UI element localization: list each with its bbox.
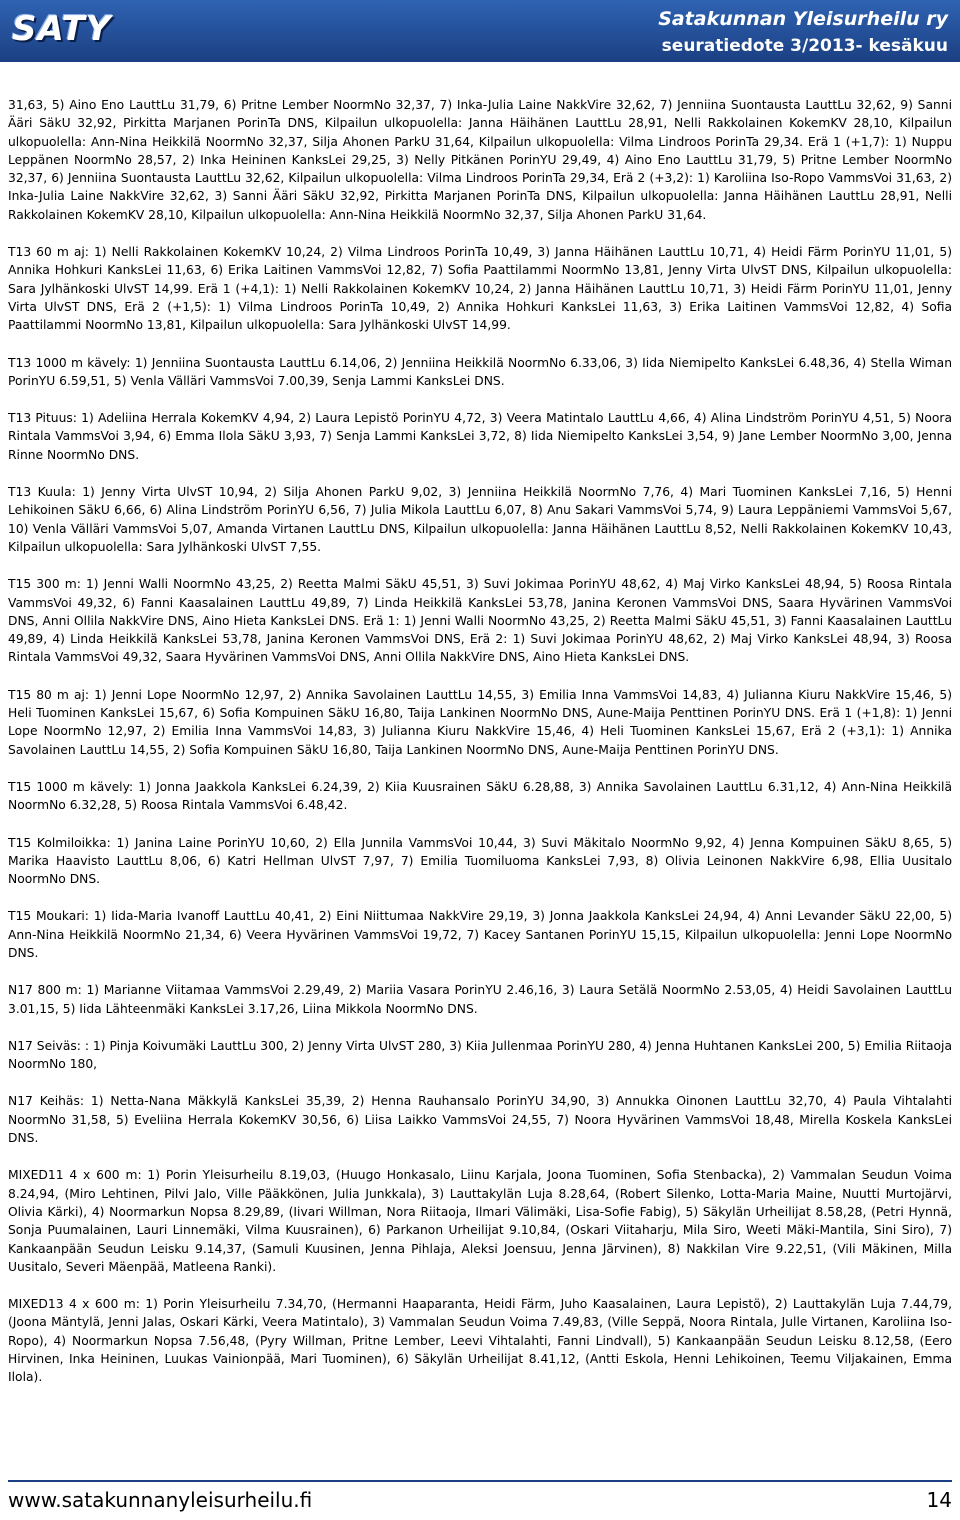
results-paragraph: T15 1000 m kävely: 1) Jonna Jaakkola KanksLei 6.24,39, 2) Kiia Kuusrainen SäkU 6.28,88, 3) Annika Savolainen LauttLu 6.31,12, 4) Ann-Nina Heikkilä NoormNo 6.32,28, 5) Roosa Rintala VammsVoi 6.48,42. [8, 779, 952, 813]
results-paragraph: MIXED11 4 x 600 m: 1) Porin Yleisurheilu 8.19,03, (Huugo Honkasalo, Liinu Karjala, Joona Tuominen, Sofia Stenbacka), 2) Vammalan Seudun Voima 8.24,94, (Miro Lehtinen, Pilvi Jalo, Ville Pääkkönen, Julia Junkkala), 3) Lauttakylän Luja 8.28,64, (Robert Silenko, Lotta-Maria Maine, Nuutti Murtojärvi, Olivia Kärki), 4) Noormarkun Nopsa 8.29,89, (Iivari Willman, Nora Riitaoja, Ilmari Välimäki, Lisa-Sofie Fabig), 5) Säkylän Urheilijat 8.58,28, (Petri Hynnä, Sonja Puumalainen, Lauri Linnemäki, Vilma Kuusrainen), 6) Parkanon Urheilijat 9.10,84, (Oskari Viitaharju, Mila Siro, Weeti Mäki-Mantila, Sini Siro), 7) Kankaanpään Seudun Leisku 9.14,37, (Samuli Kuusinen, Jenna Pihlaja, Aleksi Joensuu, Jenna Järvinen), 8) Nakkilan Vire 9.22,51, (Vili Mäkinen, Milla Uusitalo, Severi Mäenpää, Matleena Ranki). [8, 1168, 952, 1274]
results-paragraph: T13 1000 m kävely: 1) Jenniina Suontausta LauttLu 6.14,06, 2) Jenniina Heikkilä NoormNo 6.33,06, 3) Iida Niemipelto KanksLei 6.48,36, 4) Stella Wiman PorinYU 6.59,51, 5) Venla Välläri VammsVoi 7.00,39, Senja Lammi KanksLei DNS. [8, 355, 952, 388]
results-paragraph: T15 Kolmiloikka: 1) Janina Laine PorinYU 10,60, 2) Ella Junnila VammsVoi 10,44, 3) Suvi Mäkitalo NoormNo 9,92, 4) Jenna Kompuinen SäkU 8,65, 5) Marika Haavisto LauttLu 8,06, 6) Katri Hellman UlvST 7,97, 7) Emilia Tuomiluoma KanksLei 7,93, 8) Olivia Leinonen NakkVire 6,98, Ellia Uusitalo NoormNo DNS. [8, 835, 952, 887]
results-paragraph: T13 60 m aj: 1) Nelli Rakkolainen KokemKV 10,24, 2) Vilma Lindroos PorinTa 10,49, 3) Janna Häihänen LauttLu 10,71, 4) Heidi Färm PorinYU 11,01, 5) Annika Hohkuri KanksLei 11,63, 6) Erika Laitinen VammsVoi 12,82, 7) Sofia Paattilammi NoormNo 13,81, Jenny Virta UlvST DNS, Kilpailun ulkopuolella: Sara Jylhänkoski UlvST 14,99. Erä 1 (+4,1): 1) Nelli Rakkolainen KokemKV 10,24, 2) Janna Häihänen LauttLu 10,71, 3) Heidi Färm PorinYU 11,01, Jenny Virta UlvST DNS, Erä 2 (+1,5): 1) Vilma Lindroos PorinTa 10,49, 2) Annika Hohkuri KanksLei 11,63, 3) Erika Laitinen VammsVoi 12,82, 4) Sofia Paattilammi NoormNo 13,81, Kilpailun ulkopuolella: Sara Jylhänkoski UlvST 14,99. [8, 245, 952, 333]
organization-name: Satakunnan Yleisurheilu ry [658, 8, 948, 30]
website-url: www.satakunnanyleisurheilu.fi [8, 1488, 313, 1512]
results-paragraph: T15 300 m: 1) Jenni Walli NoormNo 43,25, 2) Reetta Malmi SäkU 45,51, 3) Suvi Jokimaa PorinYU 48,62, 4) Maj Virko KanksLei 48,94, 5) Roosa Rintala VammsVoi 49,32, 6) Fanni Kaasalainen LauttLu 49,89, 7) Linda Heikkilä KanksLei 53,78, Janina Keronen VammsVoi DNS, Saara Hyvärinen VammsVoi DNS, Anni Ollila NakkVire DNS, Aino Hieta KanksLei DNS. Erä 1: 1) Jenni Walli NoormNo 43,25, 2) Reetta Malmi SäkU 45,51, 3) Fanni Kaasalainen LauttLu 49,89, 4) Linda Heikkilä KanksLei 53,78, Janina Keronen VammsVoi DNS, Erä 2: 1) Suvi Jokimaa PorinYU 48,62, 2) Maj Virko KanksLei 48,94, 3) Roosa Rintala VammsVoi 49,32, Saara Hyvärinen VammsVoi DNS, Anni Ollila NakkVire DNS, Aino Hieta KanksLei DNS. [8, 577, 952, 665]
results-paragraph: T15 80 m aj: 1) Jenni Lope NoormNo 12,97, 2) Annika Savolainen LauttLu 14,55, 3) Emilia Inna VammsVoi 14,83, 4) Julianna Kiuru NakkVire 15,46, 5) Heli Tuominen KanksLei 15,67, 6) Sofia Kompuinen SäkU 16,80, Taija Lankinen NoormNo DNS, Aune-Maija Penttinen PorinYU DNS. Erä 1 (+1,8): 1) Jenni Lope NoormNo 12,97, 2) Emilia Inna VammsVoi 14,83, 3) Julianna Kiuru NakkVire 15,46, 4) Heli Tuominen KanksLei 15,67, Erä 2 (+3,1): 1) Annika Savolainen LauttLu 14,55, 2) Sofia Kompuinen SäkU 16,80, Taija Lankinen NoormNo DNS, Aune-Maija Penttinen PorinYU DNS. [8, 687, 952, 757]
saty-logo: SATY [12, 9, 112, 49]
page-number: 14 [926, 1488, 952, 1512]
results-paragraph: MIXED13 4 x 600 m: 1) Porin Yleisurheilu 7.34,70, (Hermanni Haaparanta, Heidi Färm, Juho Kaasalainen, Laura Lepistö), 2) Lauttakylän Luja 7.44,79, (Joona Mäntylä, Jenni Jalas, Oskari Kärki, Veera Matintalo), 3) Vammalan Seudun Voima 7.49,83, (Ville Seppä, Noora Rintala, Julle Virtanen, Karoliina Iso-Ropo), 4) Noormarkun Nopsa 7.56,48, (Pyry Willman, Pritne Lember, Leevi Vihtalahti, Fanni Lindvall), 5) Kankaanpään Seudun Leisku 8.12,58, (Eero Hirvinen, Inka Heininen, Luukas Vainionpää, Mari Tuominen), 6) Säkylän Urheilijat 8.41,12, (Antti Eskola, Henni Lehikoinen, Teemu Viljakainen, Emma Ilola). [8, 1297, 952, 1385]
results-paragraph: 31,63, 5) Aino Eno LauttLu 31,79, 6) Pritne Lember NoormNo 32,37, 7) Inka-Julia Laine NakkVire 32,62, 7) Jenniina Suontausta LauttLu 32,62, 9) Sanni Ääri SäkU 32,92, Pirkitta Marjanen PorinTa DNS, Kilpailun ulkopuolella: Janna Häihänen LauttLu 28,91, Nelli Rakkolainen KokemKV 28,10, Kilpailun ulkopuolella: Ann-Nina Heikkilä NoormNo 32,37, Silja Ahonen ParkU 31,64, Kilpailun ulkopuolella: Vilma Lindroos PorinTa 29,34. Erä 1 (+1,7): 1) Nuppu Leppänen NoormNo 28,57, 2) Inka Heininen KanksLei 29,25, 3) Nelly Pitkänen PorinYU 29,49, 4) Aino Eno LauttLu 31,79, 5) Pritne Lember NoormNo 32,37, 6) Jenniina Suontausta LauttLu 32,62, Kilpailun ulkopuolella: Vilma Lindroos PorinTa 29,34, Erä 2 (+3,2): 1) Karoliina Iso-Ropo VammsVoi 31,63, 2) Inka-Julia Laine NakkVire 32,62, 3) Sanni Ääri SäkU 32,92, Pirkitta Marjanen PorinTa DNS, Kilpailun ulkopuolella: Janna Häihänen LauttLu 28,91, Nelli Rakkolainen KokemKV 28,10, Kilpailun ulkopuolella: Ann-Nina Heikkilä NoormNo 32,37, Silja Ahonen ParkU 31,64. [8, 98, 952, 222]
results-content [8, 96, 952, 1406]
results-paragraph: N17 800 m: 1) Marianne Viitamaa VammsVoi 2.29,49, 2) Mariia Vasara PorinYU 2.46,16, 3) Laura Setälä NoormNo 2.53,05, 4) Heidi Savolainen LauttLu 3.01,15, 5) Iida Lähteenmäki KanksLei 3.17,26, Liina Mikkola NoormNo DNS. [8, 983, 952, 1016]
results-paragraph: T15 Moukari: 1) Iida-Maria Ivanoff LauttLu 40,41, 2) Eini Niittumaa NakkVire 29,19, 3) Jonna Jaakkola KanksLei 24,94, 4) Anni Levander SäkU 22,00, 5) Ann-Nina Heikkilä NoormNo 21,34, 6) Veera Hyvärinen VammsVoi 19,72, 7) Kacey Santanen PorinYU 15,15, Kilpailun ulkopuolella: Jenni Lope NoormNo DNS. [8, 909, 952, 960]
page-footer [8, 1480, 952, 1520]
results-paragraph: N17 Seiväs: : 1) Pinja Koivumäki LauttLu 300, 2) Jenny Virta UlvST 280, 3) Kiia Jullenmaa PorinYU 280, 4) Jenna Huhtanen KanksLei 200, 5) Emilia Riitaoja NoormNo 180, [8, 1038, 952, 1072]
results-paragraph: T13 Pituus: 1) Adeliina Herrala KokemKV 4,94, 2) Laura Lepistö PorinYU 4,72, 3) Veera Matintalo LauttLu 4,66, 4) Alina Lindström PorinYU 4,51, 5) Noora Rintala VammsVoi 3,94, 6) Emma Ilola SäkU 3,93, 7) Senja Lammi KanksLei 3,72, 8) Iida Niemipelto KanksLei 3,54, 9) Jane Lember NoormNo 3,00, Jenna Rinne NoormNo DNS. [8, 411, 952, 462]
release-label: seuratiedote 3/2013- kesäkuu [661, 36, 948, 56]
page-header [0, 0, 960, 62]
results-paragraph: N17 Keihäs: 1) Netta-Nana Mäkkylä KanksLei 35,39, 2) Henna Rauhansalo PorinYU 34,90, 3) Annukka Oinonen LauttLu 32,70, 4) Paula Vihtalahti NoormNo 31,58, 5) Eveliina Herrala KokemKV 30,56, 6) Liisa Laikko VammsVoi 24,55, 7) Noora Hyvärinen VammsVoi 18,48, Mirella Koskela KanksLei DNS. [8, 1094, 952, 1146]
results-paragraph: T13 Kuula: 1) Jenny Virta UlvST 10,94, 2) Silja Ahonen ParkU 9,02, 3) Jenniina Heikkilä NoormNo 7,76, 4) Mari Tuominen KanksLei 7,16, 5) Henni Lehikoinen SäkU 6,66, 6) Alina Lindström PorinYU 6,56, 7) Julia Mikola LauttLu 6,07, 8) Anu Sakari VammsVoi 5,74, 9) Laura Leppäniemi VammsVoi 5,67, 10) Venla Välläri VammsVoi 5,07, Amanda Virtanen LauttLu DNS, Kilpailun ulkopuolella: Janna Häihänen LauttLu 8,52, Nelli Rakkolainen KokemKV 10,43, Kilpailun ulkopuolella: Sara Jylhänkoski UlvST 7,55. [8, 485, 952, 554]
